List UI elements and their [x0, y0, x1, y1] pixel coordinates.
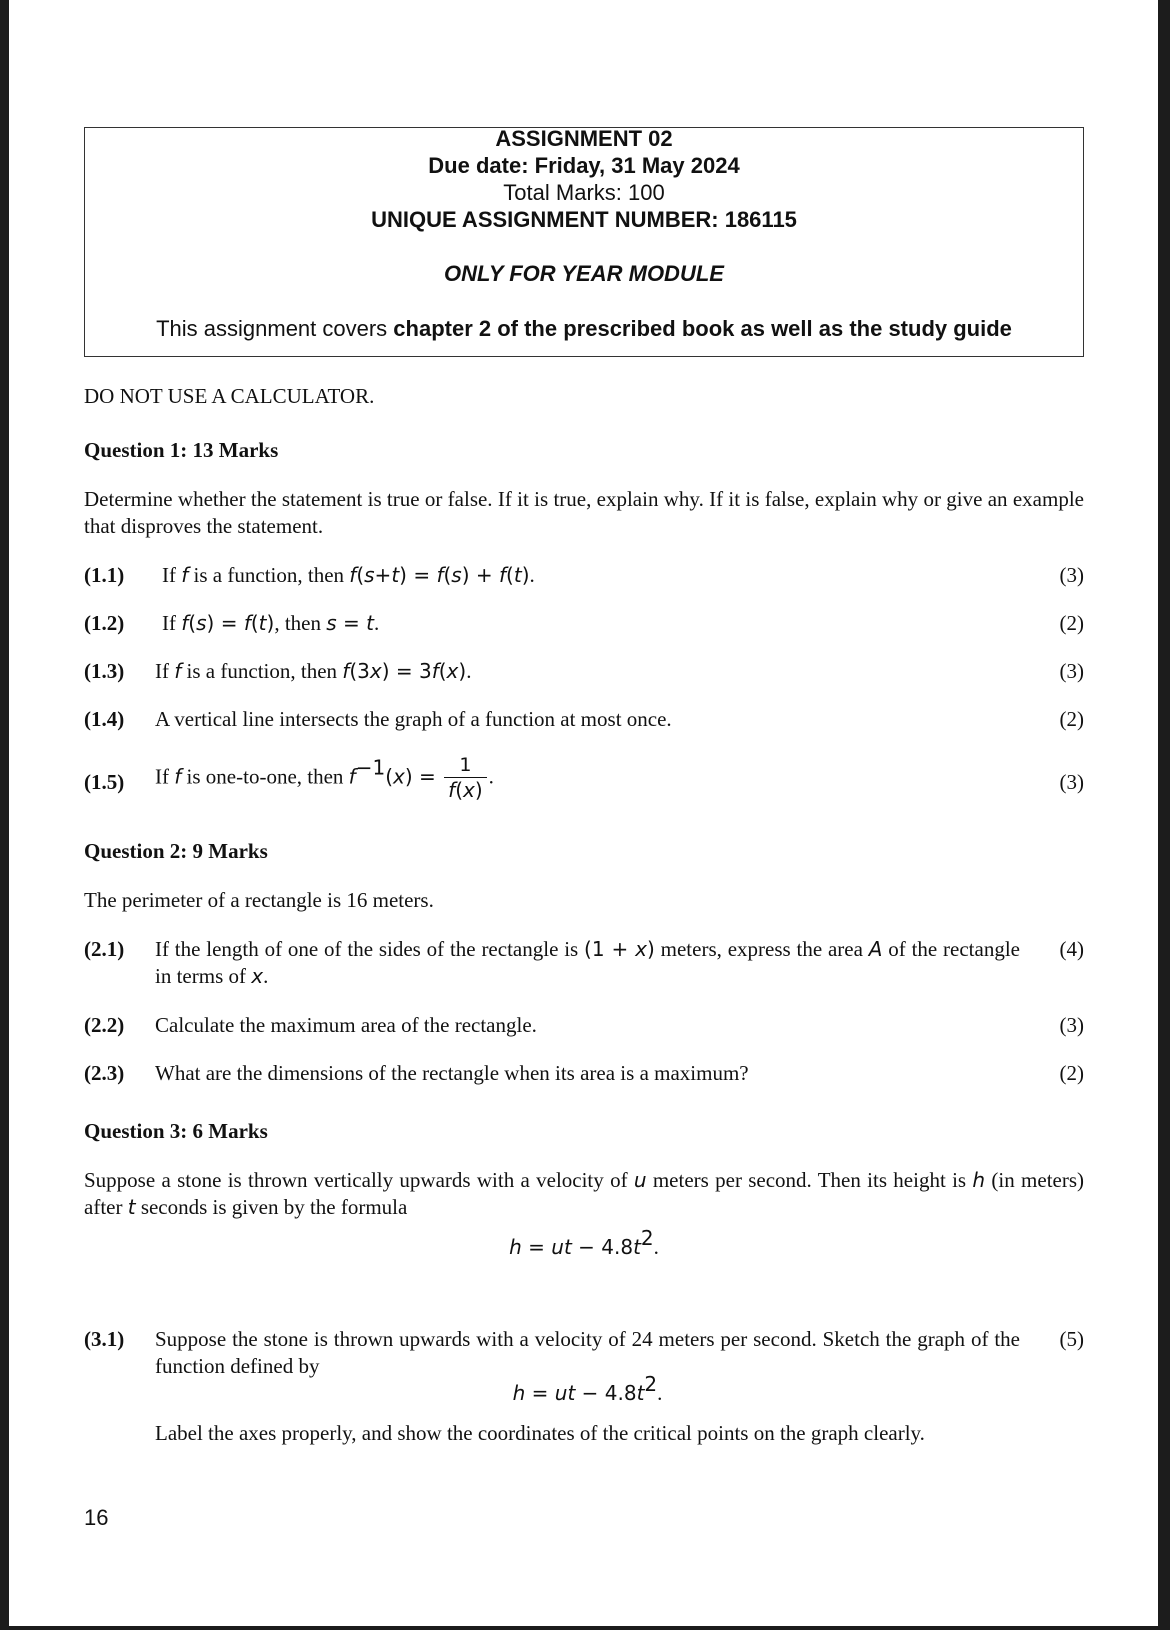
- item-number: (3.1): [84, 1327, 125, 1351]
- item-number: (1.1): [84, 563, 125, 587]
- total-marks: Total Marks: 100: [503, 180, 665, 205]
- question-1-intro: Determine whether the statement is true or false. If it is true, explain why. If it is false, explain why or give an example that disproves the statement.: [84, 487, 1084, 538]
- height-formula: h = ut − $4.8t^2$.: [509, 1226, 659, 1259]
- coverage-prefix: This assignment covers: [156, 316, 394, 341]
- item-number: (2.2): [84, 1013, 125, 1037]
- calculator-instruction: DO NOT USE A CALCULATOR.: [84, 384, 375, 408]
- item-marks: (2): [1059, 707, 1084, 731]
- question-1-heading: Question 1: 13 Marks: [84, 438, 279, 462]
- scan-edge-right: [1158, 0, 1170, 1630]
- item-number: (1.2): [84, 611, 125, 635]
- item-marks: (3): [1059, 1013, 1084, 1037]
- item-number: (1.3): [84, 659, 125, 683]
- page-number: 16: [84, 1505, 109, 1530]
- due-date: Due date: Friday, 31 May 2024: [428, 153, 740, 178]
- assignment-title: ASSIGNMENT 02: [495, 126, 673, 151]
- unique-assignment-number: UNIQUE ASSIGNMENT NUMBER: 186115: [371, 207, 797, 232]
- question-2-intro: The perimeter of a rectangle is 16 meters.: [84, 888, 434, 912]
- year-module-notice: ONLY FOR YEAR MODULE: [444, 261, 724, 286]
- item-marks: (4): [1059, 937, 1084, 961]
- item-number: (1.5): [84, 770, 125, 794]
- item-number: (1.4): [84, 707, 125, 731]
- question-item-1-5: [84, 753, 1084, 813]
- item-text: If f is a function, then f(s+t) = f(s) + f(t).: [162, 563, 535, 587]
- item-text: Calculate the maximum area of the rectangle.: [155, 1013, 537, 1037]
- item-text: If f is a function, then f(3x) = 3f(x).: [155, 659, 472, 683]
- item-text: If f is one-to-one, then $f^{-1}(x)$ = $\frac{1}{f(x)}$ .: [155, 754, 494, 802]
- document-page: [84, 0, 1086, 1630]
- height-formula-repeat: h = ut − $4.8t^2$.: [512, 1372, 663, 1405]
- item-number: (2.1): [84, 937, 125, 961]
- item-text: What are the dimensions of the rectangle when its area is a maximum?: [155, 1061, 749, 1085]
- item-marks: (3): [1059, 659, 1084, 683]
- item-marks: (3): [1059, 563, 1084, 587]
- coverage-note: [85, 316, 1083, 342]
- question-3-heading: Question 3: 6 Marks: [84, 1119, 268, 1143]
- item-marks: (2): [1059, 611, 1084, 635]
- item-marks: (3): [1059, 770, 1084, 794]
- scan-edge-left: [0, 0, 9, 1630]
- fraction-one-over-f-of-x: $\frac{1}{f(x)}$: [444, 753, 487, 804]
- item-text: If f(s) = f(t), then s = t.: [162, 611, 380, 635]
- item-text: If the length of one of the sides of the rectangle is (1 + x) meters, express the area A of the rectangle in terms of x.: [155, 937, 1020, 988]
- coverage-chapters: chapter 2 of the prescribed book as well as the study guide: [393, 316, 1012, 341]
- item-marks: (2): [1059, 1061, 1084, 1085]
- item-text: Suppose the stone is thrown upwards with a velocity of 24 meters per second. Sketch the graph of the function defined by: [155, 1327, 1020, 1378]
- assignment-header-box: [84, 127, 1084, 357]
- question-3-intro: Suppose a stone is thrown vertically upwards with a velocity of u meters per second. Then its height is h (in meters) after t seconds is given by the formula: [84, 1168, 1085, 1219]
- question-2-heading: Question 2: 9 Marks: [84, 839, 268, 863]
- question-3-1-note: Label the axes properly, and show the coordinates of the critical points on the graph clearly.: [155, 1421, 925, 1445]
- item-text: A vertical line intersects the graph of a function at most once.: [155, 707, 672, 731]
- item-marks: (5): [1059, 1327, 1084, 1351]
- item-number: (2.3): [84, 1061, 125, 1085]
